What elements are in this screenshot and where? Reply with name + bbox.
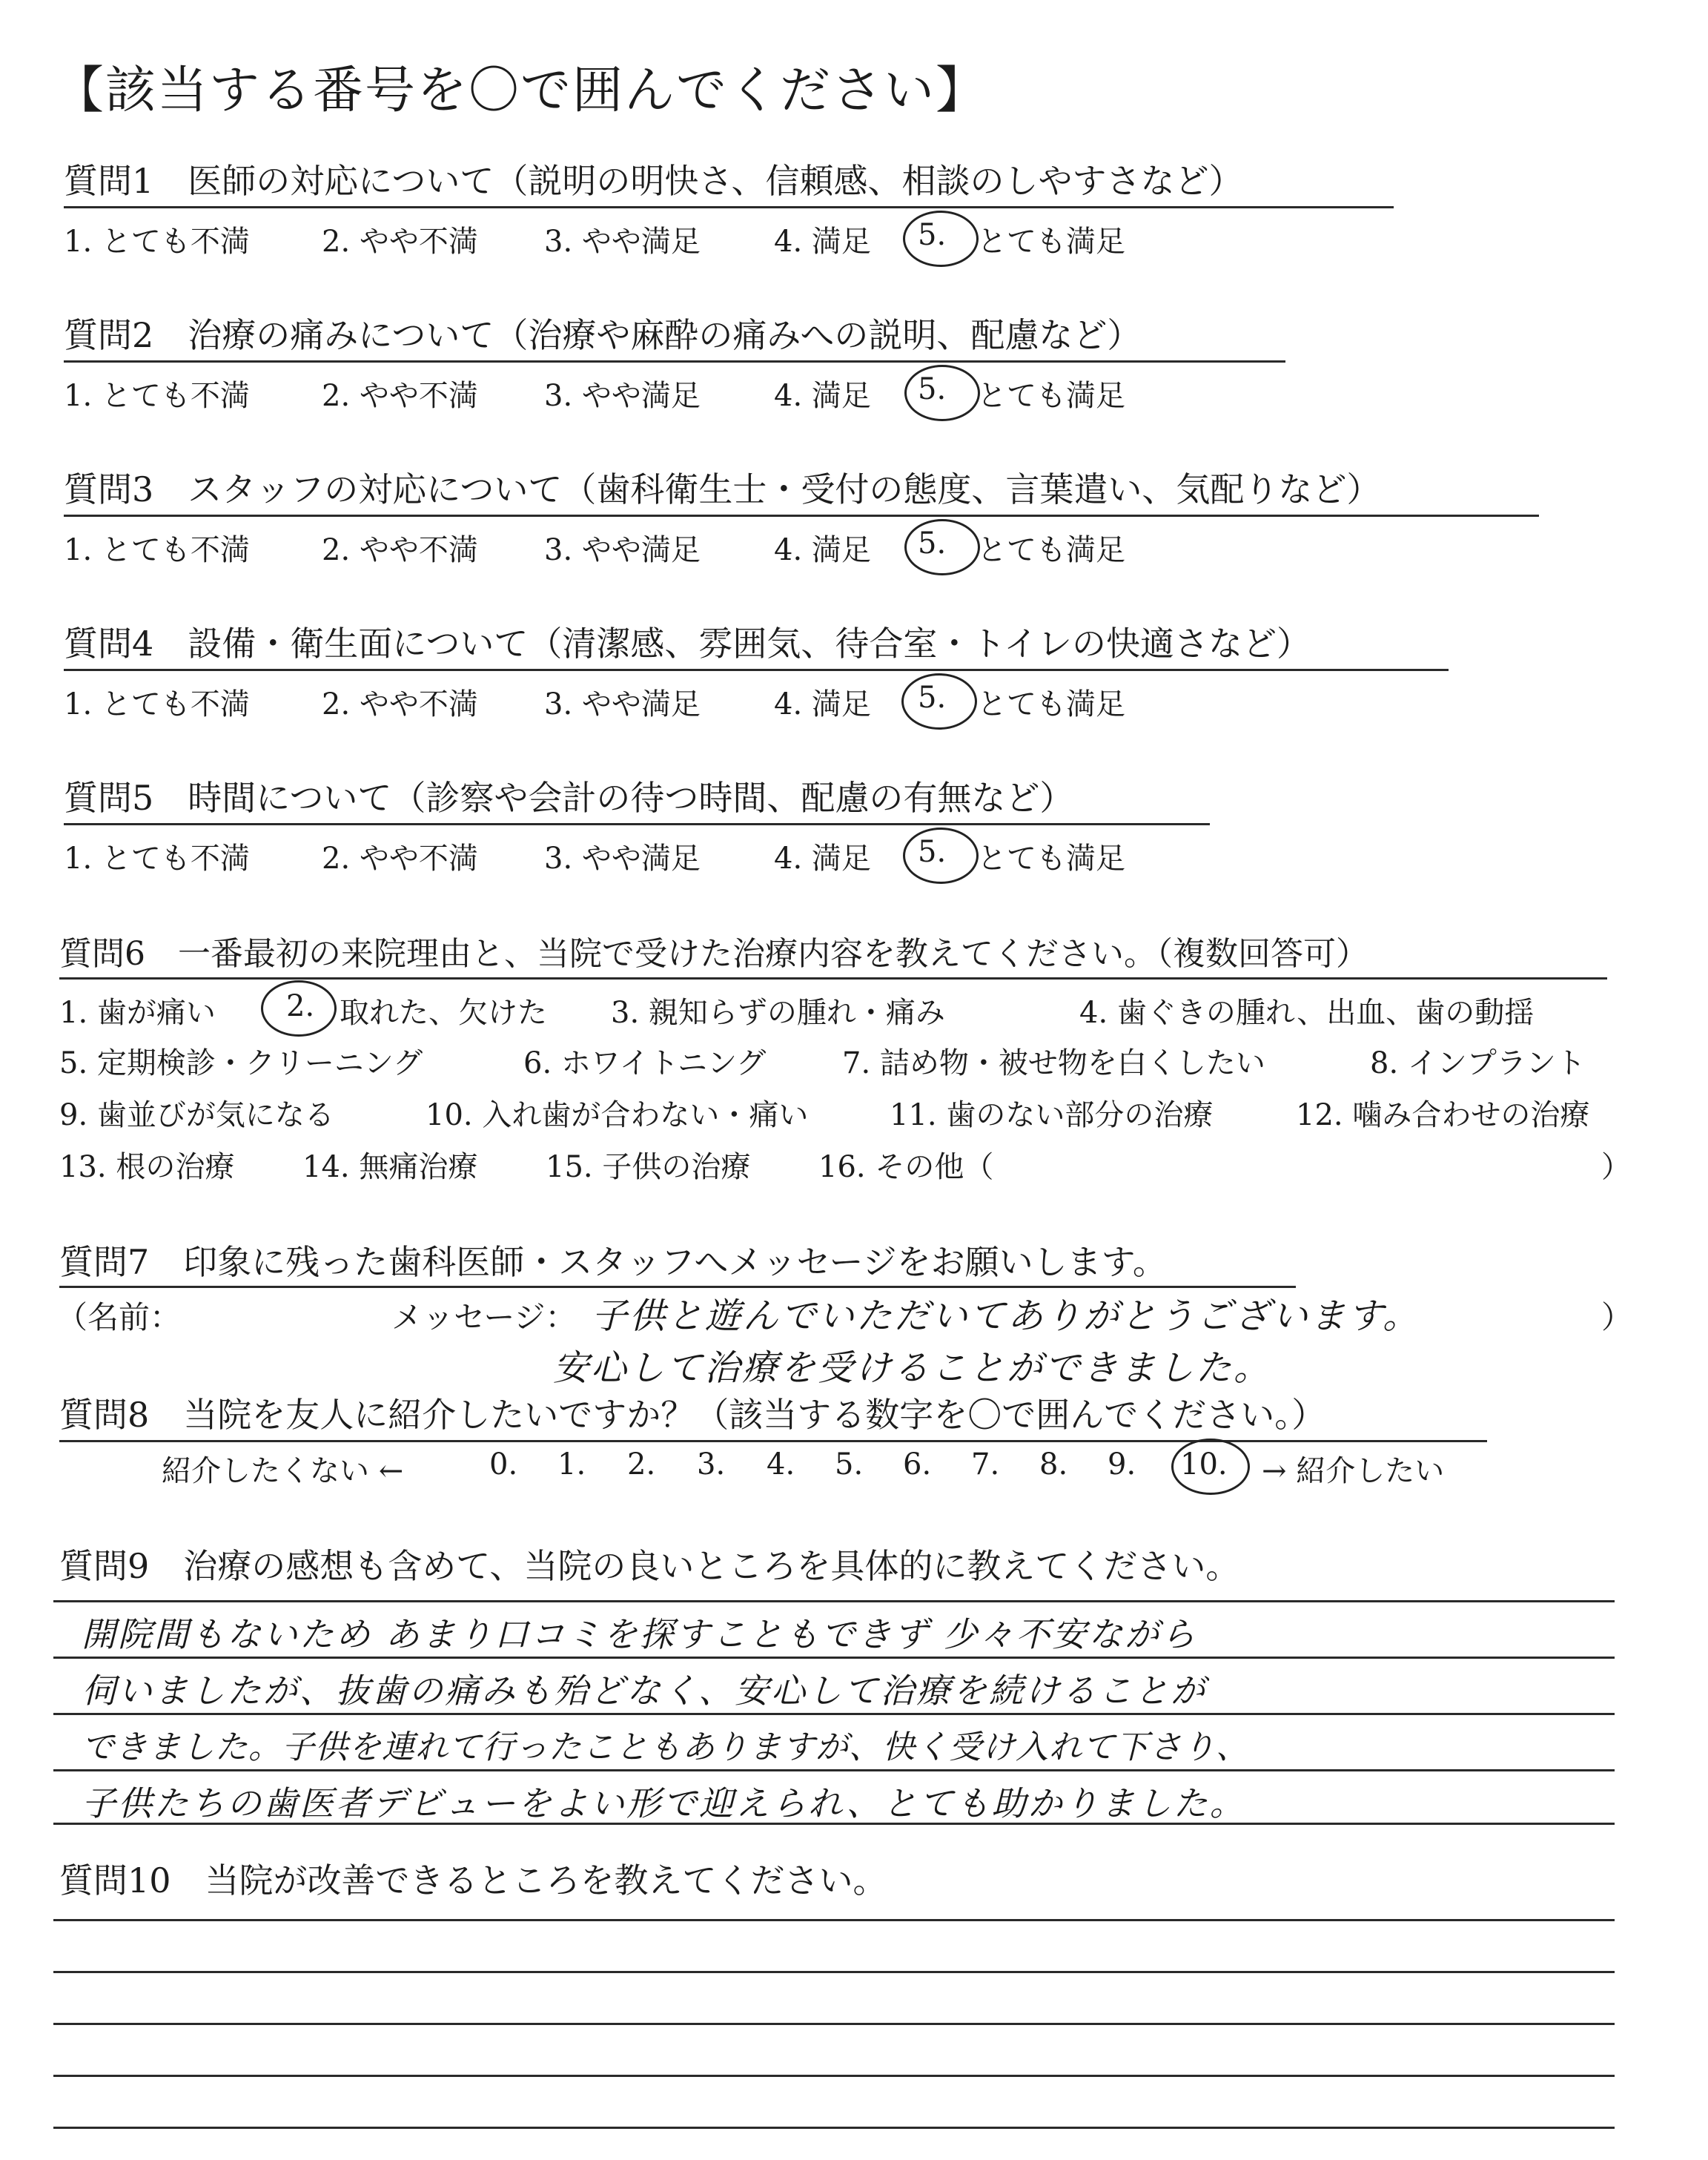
q9-answer-text-1: 開院間もないため あまり口コミを探すこともできず 少々不安ながら <box>82 1614 1198 1654</box>
q6-option-2[interactable]: 2. <box>286 989 315 1023</box>
q5-option-1[interactable]: 1. とても不満 <box>64 842 250 876</box>
q3-option-5-label[interactable]: とても満足 <box>977 533 1125 567</box>
q3-option-1[interactable]: 1. とても不満 <box>64 533 250 567</box>
q6-option-7[interactable]: 7. 詰め物・被せ物を白くしたい <box>842 1046 1265 1080</box>
question-5-underline <box>64 823 1210 825</box>
q6-option-12[interactable]: 12. 噛み合わせの治療 <box>1296 1098 1590 1132</box>
q5-option-5-label[interactable]: とても満足 <box>977 842 1125 876</box>
q8-number-1[interactable]: 1. <box>557 1447 586 1482</box>
q5-option-5[interactable]: 5. <box>918 835 947 869</box>
question-2-title: 質問2 治療の痛みについて（治療や麻酔の痛みへの説明、配慮など） <box>64 315 1142 355</box>
q3-option-4[interactable]: 4. 満足 <box>774 533 871 567</box>
q2-option-5-label[interactable]: とても満足 <box>977 379 1125 413</box>
q6-answer-circle <box>261 980 337 1037</box>
q5-option-2[interactable]: 2. やや不満 <box>322 842 478 876</box>
q9-answer-line-2 <box>53 1657 1615 1659</box>
question-8-underline <box>59 1440 1487 1442</box>
q8-number-2[interactable]: 2. <box>627 1447 656 1482</box>
q6-option-9[interactable]: 9. 歯並びが気になる <box>59 1098 334 1132</box>
question-3-title: 質問3 スタッフの対応について（歯科衛生士・受付の態度、言葉遣い、気配りなど） <box>64 469 1381 509</box>
question-5-title: 質問5 時間について（診察や会計の待つ時間、配慮の有無など） <box>64 778 1074 818</box>
q2-answer-circle <box>904 365 980 421</box>
q8-number-4[interactable]: 4. <box>767 1447 795 1482</box>
q6-option-8[interactable]: 8. インプラント <box>1370 1046 1586 1080</box>
q5-option-3[interactable]: 3. やや満足 <box>544 842 701 876</box>
question-4-title: 質問4 設備・衛生面について（清潔感、雰囲気、待合室・トイレの快適さなど） <box>64 624 1311 664</box>
q8-number-6[interactable]: 6. <box>903 1447 932 1482</box>
q4-option-5-label[interactable]: とても満足 <box>977 687 1125 721</box>
q8-number-3[interactable]: 3. <box>697 1447 726 1482</box>
q6-option-1[interactable]: 1. 歯が痛い <box>59 996 216 1030</box>
question-1-underline <box>64 206 1394 208</box>
q9-answer-text-3: できました。子供を連れて行ったこともありますが、快く受け入れて下さり、 <box>82 1728 1249 1766</box>
q3-answer-circle <box>904 519 980 575</box>
q1-option-3[interactable]: 3. やや満足 <box>544 225 701 259</box>
q6-option-14[interactable]: 14. 無痛治療 <box>302 1150 478 1184</box>
q8-right-label: → 紹介したい <box>1262 1454 1445 1488</box>
q4-option-2[interactable]: 2. やや不満 <box>322 687 478 721</box>
q9-answer-text-4: 子供たちの歯医者デビューをよい形で迎えられ、とても助かりました。 <box>82 1783 1246 1823</box>
question-4-underline <box>64 669 1449 671</box>
q4-option-3[interactable]: 3. やや満足 <box>544 687 701 721</box>
q10-answer-line-2[interactable] <box>53 1971 1615 1973</box>
q7-message-label: メッセージ： <box>391 1299 577 1335</box>
q4-answer-circle <box>901 673 977 730</box>
q1-option-4[interactable]: 4. 満足 <box>774 225 871 259</box>
q6-option-11[interactable]: 11. 歯のない部分の治療 <box>890 1098 1214 1132</box>
q2-option-3[interactable]: 3. やや満足 <box>544 379 701 413</box>
question-7-title: 質問7 印象に残った歯科医師・スタッフへメッセージをお願いします。 <box>59 1242 1167 1282</box>
question-8-title: 質問8 当院を友人に紹介したいですか？（該当する数字を〇で囲んでください。） <box>59 1395 1326 1435</box>
q8-left-label: 紹介したくない ← <box>162 1454 404 1488</box>
q4-option-1[interactable]: 1. とても不満 <box>64 687 250 721</box>
q2-option-4[interactable]: 4. 満足 <box>774 379 871 413</box>
question-2-underline <box>64 360 1285 363</box>
q1-option-2[interactable]: 2. やや不満 <box>322 225 478 259</box>
q3-option-5[interactable]: 5. <box>918 526 947 561</box>
q6-option-13[interactable]: 13. 根の治療 <box>59 1150 235 1184</box>
q1-answer-circle <box>903 211 979 267</box>
q6-option-5[interactable]: 5. 定期検診・クリーニング <box>59 1046 423 1080</box>
q8-answer-circle <box>1171 1439 1250 1495</box>
question-6-title: 質問6 一番最初の来院理由と、当院で受けた治療内容を教えてください。（複数回答可） <box>59 935 1368 973</box>
q6-option-10[interactable]: 10. 入れ歯が合わない・痛い <box>426 1098 809 1132</box>
q2-option-1[interactable]: 1. とても不満 <box>64 379 250 413</box>
q9-answer-line-4 <box>53 1769 1615 1771</box>
q1-option-1[interactable]: 1. とても不満 <box>64 225 250 259</box>
q1-option-5[interactable]: 5. <box>918 218 947 252</box>
q9-answer-line-3 <box>53 1713 1615 1715</box>
q6-option-2-label[interactable]: 取れた、欠けた <box>340 996 547 1030</box>
q4-option-5[interactable]: 5. <box>918 681 947 715</box>
q7-message-line-2: 安心して治療を受けることができました。 <box>553 1347 1272 1389</box>
question-1-title: 質問1 医師の対応について（説明の明快さ、信頼感、相談のしやすさなど） <box>64 161 1243 201</box>
q8-number-8[interactable]: 8. <box>1039 1447 1068 1482</box>
question-6-underline <box>59 977 1607 980</box>
q10-answer-line-3[interactable] <box>53 2023 1615 2025</box>
q6-option-4[interactable]: 4. 歯ぐきの腫れ、出血、歯の動揺 <box>1079 996 1535 1030</box>
q7-name-label: （名前： <box>56 1299 182 1335</box>
q8-number-10[interactable]: 10. <box>1180 1447 1228 1482</box>
q9-answer-text-2: 伺いましたが、抜歯の痛みも殆どなく、安心して治療を続けることが <box>82 1671 1208 1711</box>
q3-option-2[interactable]: 2. やや不満 <box>322 533 478 567</box>
q2-option-5[interactable]: 5. <box>918 372 947 406</box>
q2-option-2[interactable]: 2. やや不満 <box>322 379 478 413</box>
q6-other-close-paren: ） <box>1601 1150 1631 1184</box>
q10-answer-line-4[interactable] <box>53 2075 1615 2077</box>
q8-number-7[interactable]: 7. <box>971 1447 1000 1482</box>
q8-number-0[interactable]: 0. <box>489 1447 518 1482</box>
q7-close-paren: ） <box>1601 1299 1633 1335</box>
q6-option-6[interactable]: 6. ホワイトニング <box>523 1046 767 1080</box>
question-9-title: 質問9 治療の感想も含めて、当院の良いところを具体的に教えてください。 <box>59 1546 1240 1586</box>
q8-number-9[interactable]: 9. <box>1108 1447 1136 1482</box>
q7-message-line-1: 子供と遊んでいただいてありがとうございます。 <box>592 1295 1421 1337</box>
q6-option-3[interactable]: 3. 親知らずの腫れ・痛み <box>611 996 945 1030</box>
q8-number-5[interactable]: 5. <box>835 1447 864 1482</box>
q1-option-5-label[interactable]: とても満足 <box>977 225 1125 259</box>
q4-option-4[interactable]: 4. 満足 <box>774 687 871 721</box>
q6-option-16[interactable]: 16. その他（ <box>818 1150 994 1184</box>
q10-answer-line-5[interactable] <box>53 2127 1615 2129</box>
q6-option-15[interactable]: 15. 子供の治療 <box>546 1150 751 1184</box>
q10-answer-line-1[interactable] <box>53 1919 1615 1921</box>
q5-answer-circle <box>903 828 979 884</box>
q9-answer-line-1 <box>53 1600 1615 1602</box>
page-header: 【該当する番号を〇で囲んでください】 <box>53 62 988 120</box>
question-10-title: 質問10 当院が改善できるところを教えてください。 <box>59 1860 887 1900</box>
q3-option-3[interactable]: 3. やや満足 <box>544 533 701 567</box>
question-3-underline <box>64 515 1539 517</box>
q5-option-4[interactable]: 4. 満足 <box>774 842 871 876</box>
